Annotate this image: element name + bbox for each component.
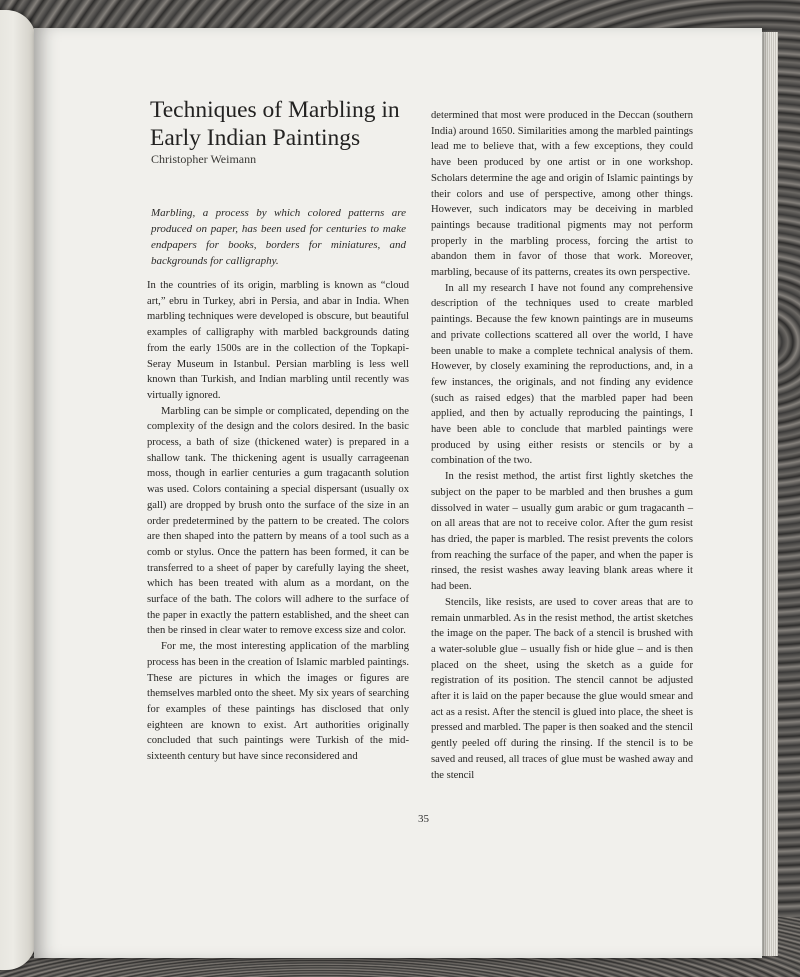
paragraph: determined that most were produced in the Deccan (southern India) around 1650. Similarities among the marbled paintings lead me to believe that, with a few exceptions, they could have been produced by one artist or in one workshop. Scholars determine the age and origin of Islamic paintings by their colors and use of perspective, among other things. However, such indicators may be deceiving in marbled paintings because traditional pigments may not perform properly in the marbling process, forcing the artist to abandon them in favor of those that work. Moreover, marbling, because of its patterns, creates its own perspective. (431, 110, 693, 279)
text-column-left (147, 278, 409, 765)
paragraph: In the resist method, the artist first lightly sketches the subject on the paper to be marbled and then brushes a gum dissolved in water – usually gum arabic or gum tragacanth – on all areas that are not to receive color. After the gum resist has dried, the paper is marbled. The resist prevents the colors from reaching the surface of the paper, and when the paper is rinsed, the resist washes away leaving blank areas where it had been. (431, 471, 693, 593)
text-column-right (431, 108, 693, 783)
article-author: Christopher Weimann (151, 152, 257, 166)
paragraph: In all my research I have not found any comprehensive description of the techniques used to create marbled paintings. Because the few known paintings are in museums and private collections scattered all over the world, I have been unable to make a complete technical analysis of them. However, by closely examining the reproductions, and, in a few instances, the originals, and not finding any evidence (such as raised edges) that the marbled paper had been applied, and then by actually reproducing the paintings, I have been able to conclude that marbled paintings were produced by using either resists or stencils or by a combination of the two. (431, 282, 693, 467)
paragraph: For me, the most interesting application of the marbling process has been in the creation of Islamic marbled paintings. These are pictures in which the images or figures are themselves marbled onto the sheet. My six years of searching for examples of these paintings has disclosed that only eighteen are known to exist. Art authorities originally concluded that such paintings were Turkish of the mid-sixteenth century but have since reconsidered and (147, 641, 409, 763)
article-abstract: Marbling, a process by which colored patterns are produced on paper, has been used for centuries to make endpapers for books, borders for miniatures, and backgrounds for calligraphy. (151, 207, 406, 267)
page-number: 35 (418, 813, 429, 825)
facing-page-edge (0, 10, 36, 970)
article-title: Techniques of Marbling in Early Indian Paintings (150, 97, 400, 151)
paragraph: In the countries of its origin, marbling is known as “cloud art,” ebru in Turkey, abri in Persia, and abar in India. When marbling techniques were developed is obscure, but beautiful examples of calligraphy with marbled backgrounds dating from the early 1500s are in the collection of the Topkapi-Seray Museum in Istanbul. Persian marbling is less well known than Turkish, and Indian marbling until recently was virtually ignored. (147, 280, 409, 401)
paragraph: Stencils, like resists, are used to cover areas that are to remain unmarbled. As in the resist method, the artist sketches the image on the paper. The back of a stencil is brushed with a water-soluble glue – usually fish or hide glue – and is then placed on the sheet, using the sketch as a guide for registration of its position. The stencil cannot be adjusted after it is laid on the paper because the glue would smear and act as a resist. After the stencil is glued into place, the sheet is pressed and marbled. The paper is then soaked and the stencil gently peeled off during the rinsing. If the stencil is to be saved and reused, all traces of glue must be washed away and the stencil (431, 596, 693, 781)
paragraph: Marbling can be simple or complicated, depending on the complexity of the design and the colors desired. In the basic process, a bath of size (thickened water) is prepared in a shallow tank. The thickening agent is usually carrageenan moss, though in earlier centuries a gum tragacanth solution was used. Colors containing a special dispersant (usually ox gall) are dropped by brush onto the surface of the size in an order predetermined by the pattern to be created. The colors are then shaped into the pattern by means of a tool such as a comb or stylus. Once the pattern has been formed, it can be transferred to a sheet of paper by carefully laying the sheet, which has been treated with alum as a mordant, on the surface of the bath. The colors will adhere to the surface of the paper in exactly the pattern established, and the sheet can then be rinsed in clear water to remove excess size and color. (147, 405, 409, 637)
